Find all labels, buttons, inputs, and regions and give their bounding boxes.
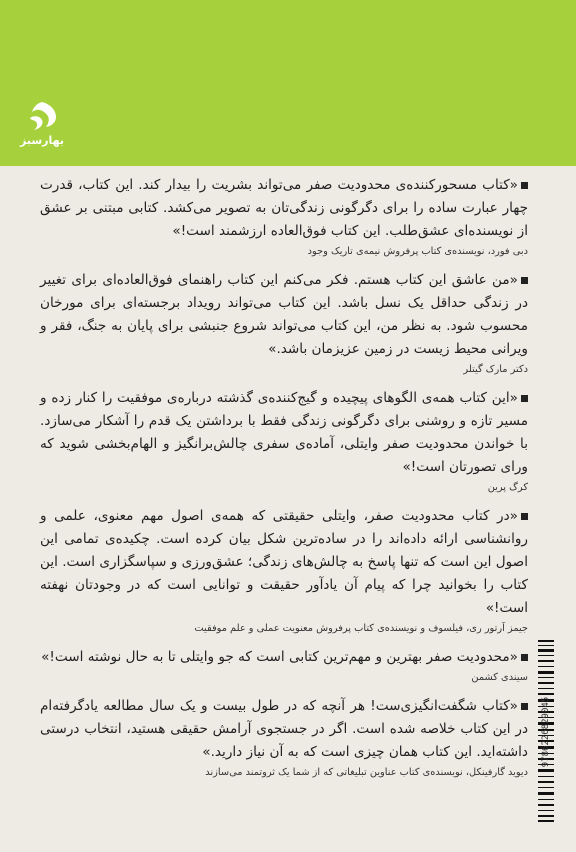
quote-author: دبی فورد، نویسنده‌ی کتاب پرفروش نیمه‌ی تاریک وجود xyxy=(307,246,528,257)
quote-5 xyxy=(40,646,528,669)
bullet-icon xyxy=(521,182,528,189)
quote-text: «در کتاب محدودیت صفر، وایتلی حقیقتی که همه‌ی اصول مهم معنوی، علمی و روانشناسی ارائه داده‌اند را در ساده‌ترین شکل بیان کرده است. چکیده‌ی تمامی این اصول این است که تنها پاسخ به چالش‌های زندگی؛ عشق‌ورزی و سپاسگزاری است. این کتاب را بخوانید چرا که پیام آن یادآور حقیقت و توانایی است که در وجودتان نهفته است!» xyxy=(40,508,528,616)
quote-text: «این کتاب همه‌ی الگوهای پیچیده و گیج‌کننده‌ی گذشته درباره‌ی موفقیت را کنار زده و مسیر تازه و روشنی برای دگرگونی زندگی فقط با برداشتن یک قدم را آشکار می‌سازد. با خواندن محدودیت صفر وایتلی، آماده‌ی سفری چالش‌برانگیز و الهام‌بخشی شوید که ورای تصورتان است!» xyxy=(40,390,528,475)
quote-author: سیندی کشمن xyxy=(471,672,528,683)
quote-2 xyxy=(40,269,528,361)
quote-text: «محدودیت صفر بهترین و مهم‌ترین کتابی است که جو وایتلی تا به حال نوشته است!» xyxy=(41,649,518,665)
bullet-icon xyxy=(521,395,528,402)
green-header-band xyxy=(0,0,576,166)
quote-text: «کتاب مسحورکننده‌ی محدودیت صفر می‌تواند بشریت را بیدار کند. این کتاب، قدرت چهار عبارت ساده را برای دگرگونی زندگی‌تان به تصویر می‌کشد. کتابی مبتنی بر عشق از نویسنده‌ای عشق‌طلب. این کتاب فوق‌العاده ارزشمند است!» xyxy=(40,177,528,239)
publisher-name: بهارسبز xyxy=(19,134,64,147)
quote-author: کرگ پرین xyxy=(487,482,528,493)
leaf-logo-icon xyxy=(22,100,62,134)
bullet-icon xyxy=(521,703,528,710)
endorsements xyxy=(40,174,528,790)
quote-text: «کتاب شگفت‌انگیزی‌ست! هر آنچه که در طول بیست و یک سال مطالعه یادگرفته‌ام در این کتاب خلاصه شده است. اگر در جستجوی آرامش حقیقی هستید، انتخاب درستی داشته‌اید. این کتاب همان چیزی است که به آن نیاز دارید.» xyxy=(40,698,528,760)
quote-6 xyxy=(40,695,528,764)
bullet-icon xyxy=(521,654,528,661)
bullet-icon xyxy=(521,513,528,520)
quote-author: دکتر مارک گیتلر xyxy=(463,364,528,375)
quote-author: دیوید گارفینکل، نویسنده‌ی کتاب عناوین تبلیغاتی که از شما یک ثروتمند می‌سازند xyxy=(205,767,528,778)
publisher-logo xyxy=(18,100,66,154)
bullet-icon xyxy=(521,277,528,284)
quote-author: جیمز آرتور ری، فیلسوف و نویسنده‌ی کتاب پرفروش معنویت عملی و علم موفقیت xyxy=(194,623,528,634)
quote-3 xyxy=(40,387,528,479)
isbn-number: 9786226829045 xyxy=(541,696,551,768)
quote-1 xyxy=(40,174,528,243)
quote-4 xyxy=(40,505,528,620)
quote-text: «من عاشق این کتاب هستم. فکر می‌کنم این کتاب راهنمای فوق‌العاده‌ای برای تغییر در زندگی حداقل یک نسل باشد. این کتاب می‌تواند رویداد برجسته‌ای برای مورخان محسوب شود. به نظر من، این کتاب می‌تواند شروع جنبشی برای پایان به جنگ، فقر و ویرانی محیط زیست در زمین عزیزمان باشد.» xyxy=(40,272,528,357)
